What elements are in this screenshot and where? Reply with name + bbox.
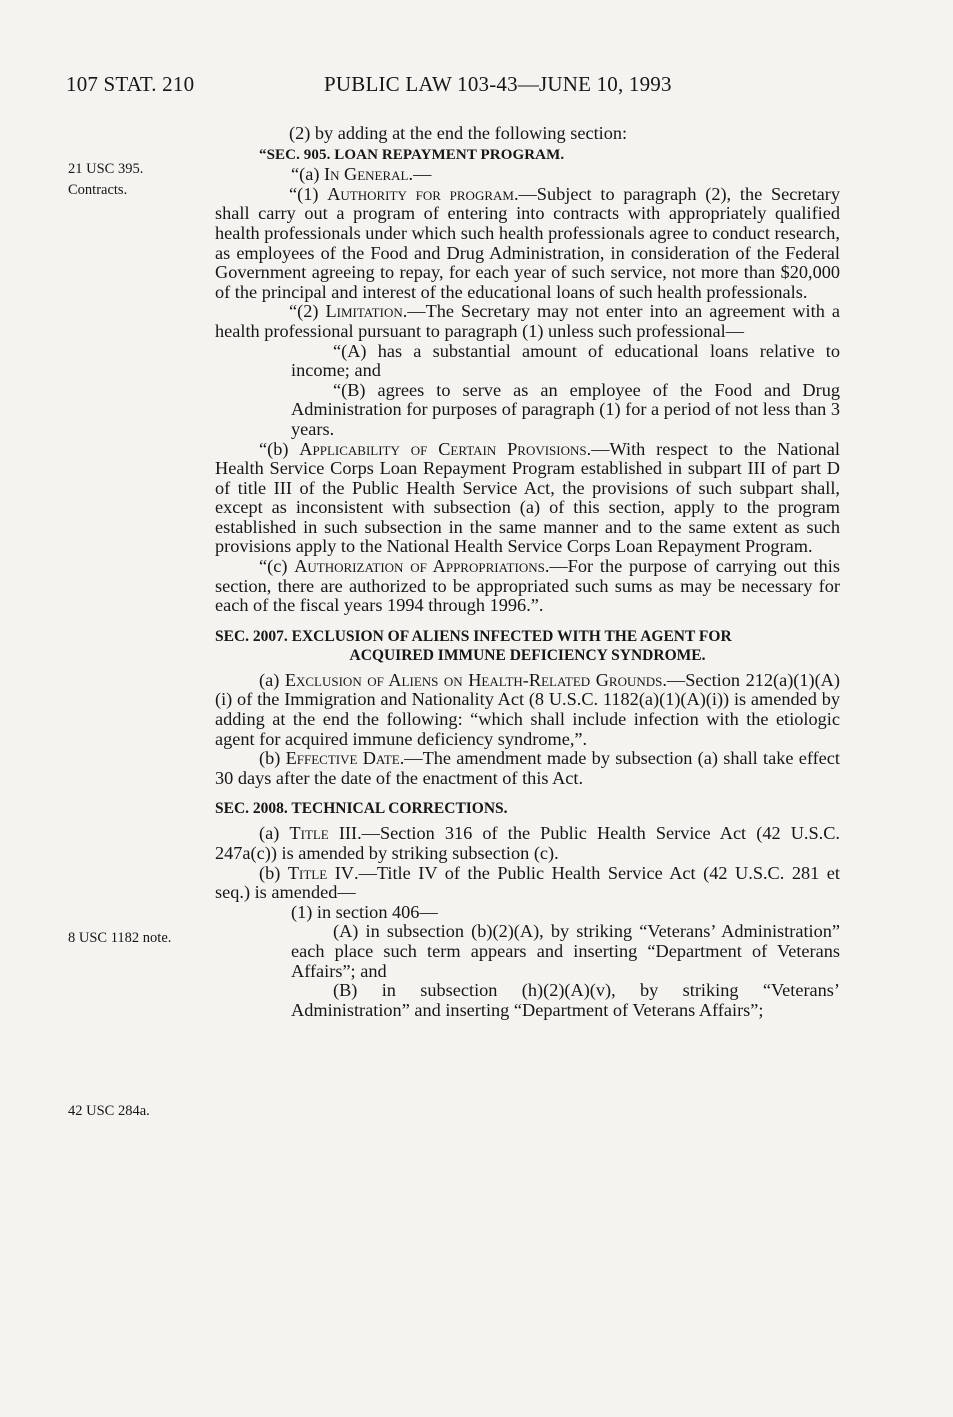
page-header	[66, 72, 846, 102]
sec-905-heading-text: “SEC. 905. LOAN REPAYMENT PROGRAM.	[259, 146, 565, 163]
sec-2007-heading-line2: ACQUIRED IMMUNE DEFICIENCY SYNDROME.	[349, 646, 706, 664]
sec-2008-subsection-b: (b) Title IV.—Title IV of the Public Health Service Act (42 U.S.C. 281 et seq.) is amended—	[215, 862, 840, 903]
paragraph-a2: “(2) Limitation.—The Secretary may not enter into an agreement with a health professional pursuant to paragraph (1) unless such professional—	[215, 301, 840, 341]
subsection-a-heading: “(a) In General.—	[291, 164, 432, 185]
margin-note-contracts: Contracts.	[68, 182, 128, 198]
subsection-c: “(c) Authorization of Appropriations.—For the purpose of carrying out this section, there are authorized to be appropriated such sums as may be necessary for each of the fiscal years 1994 through 1996.”.	[215, 556, 840, 616]
clause-a2-B: “(B) agrees to serve as an employee of the Food and Drug Administration for purposes of paragraph (1) for a period of not less than 3 years.	[291, 379, 840, 439]
sec-2008-heading: SEC. 2008. TECHNICAL CORRECTIONS.	[215, 800, 508, 818]
intro-paragraph: (2) by adding at the end the following section:	[289, 123, 628, 143]
sec-2007-subsection-b: (b) Effective Date.—The amendment made by subsection (a) shall take effect 30 days after the date of the enactment of this Act.	[215, 748, 840, 788]
margin-note-42-usc-284a: 42 USC 284a.	[68, 1103, 150, 1119]
sec-2008-subsection-a: (a) Title III.—Section 316 of the Public Health Service Act (42 U.S.C. 247a(c)) is amended by striking subsection (c).	[215, 823, 840, 863]
sec-2007-heading-line1: SEC. 2007. EXCLUSION OF ALIENS INFECTED WITH THE AGENT FOR	[215, 627, 732, 645]
document-body	[215, 124, 840, 1020]
sec-2008-b-1-A: (A) in subsection (b)(2)(A), by striking “Veterans’ Administration” each place such term appears and inserting “Department of Veterans Affairs”; and	[291, 921, 840, 981]
sec-2007-subsection-a: (a) Exclusion of Aliens on Health-Related Grounds.—Section 212(a)(1)(A)(i) of the Immigration and Nationality Act (8 U.S.C. 1182(a)(1)(A)(i)) is amended by adding at the end the following: “which shall include infection with the etiologic agent for acquired immune deficiency syndrome,”.	[215, 669, 840, 749]
sec-2008-b-1-B: (B) in subsection (h)(2)(A)(v), by striking “Veterans’ Administration” and inserting “Department of Veterans Affairs”;	[291, 980, 840, 1020]
sec-2008-b-1: (1) in section 406—	[291, 901, 438, 922]
margin-note-21-usc-395: 21 USC 395.	[68, 161, 144, 177]
sec-905-heading	[215, 144, 840, 166]
paragraph-a1: “(1) Authority for program.—Subject to paragraph (2), the Secretary shall carry out a program of entering into contracts with appropriately qualified health professionals under which such health professionals agree to conduct research, as employees of the Food and Drug Administration, in consideration of the Federal Government agreeing to repay, for each year of such service, not more than $20,000 of the principal and interest of the educational loans of such health professionals.	[215, 183, 840, 302]
public-law-title: PUBLIC LAW 103-43—JUNE 10, 1993	[324, 72, 672, 96]
statute-page-number: 107 STAT. 210	[66, 72, 195, 96]
margin-note-8-usc-1182: 8 USC 1182 note.	[68, 930, 172, 946]
clause-a2-A: “(A) has a substantial amount of educational loans relative to income; and	[291, 340, 840, 381]
subsection-b: “(b) Applicability of Certain Provisions.—With respect to the National Health Service Corps Loan Repayment Program established in subpart III of part D of title III of the Public Health Service Act, the provisions of such subpart shall, except as inconsistent with subsection (a) of this section, apply to the program established in such subsection in the same manner and to the same extent as such provisions apply to the National Health Service Corps Loan Repayment Program.	[215, 438, 840, 557]
